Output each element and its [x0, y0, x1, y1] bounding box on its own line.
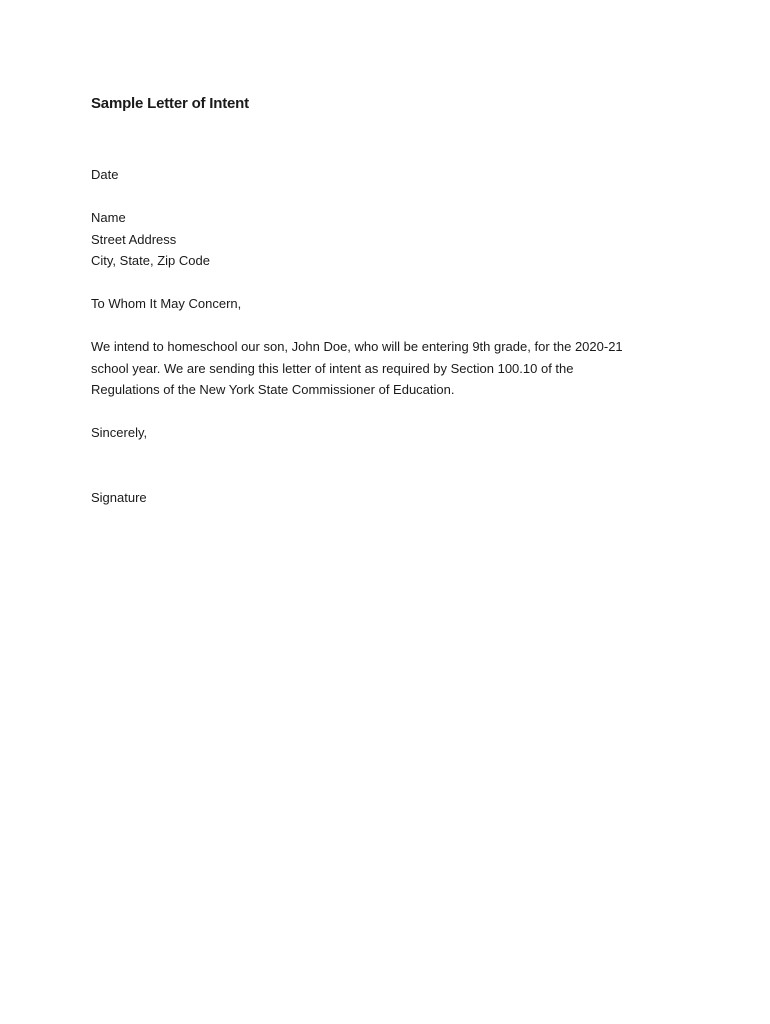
address-street: Street Address	[91, 231, 177, 247]
closing-line: Sincerely,	[91, 425, 148, 440]
recipient-address-block	[91, 207, 691, 272]
address-name: Name	[91, 210, 126, 225]
date-line: Date	[91, 167, 119, 182]
letter-body	[91, 94, 691, 508]
letter-title: Sample Letter of Intent	[91, 95, 249, 112]
address-city-state-zip: City, State, Zip Code	[91, 253, 210, 268]
salutation: To Whom It May Concern,	[91, 296, 242, 311]
paragraph-line: Regulations of the New York State Commissioner of Education.	[91, 382, 455, 397]
signature-line: Signature	[91, 489, 147, 505]
letter-paragraph	[91, 336, 691, 401]
paragraph-line: school year. We are sending this letter of intent as required by Section 100.10 of the	[91, 360, 574, 376]
paragraph-line: We intend to homeschool our son, John Doe, who will be entering 9th grade, for the 2020-21	[91, 339, 623, 354]
